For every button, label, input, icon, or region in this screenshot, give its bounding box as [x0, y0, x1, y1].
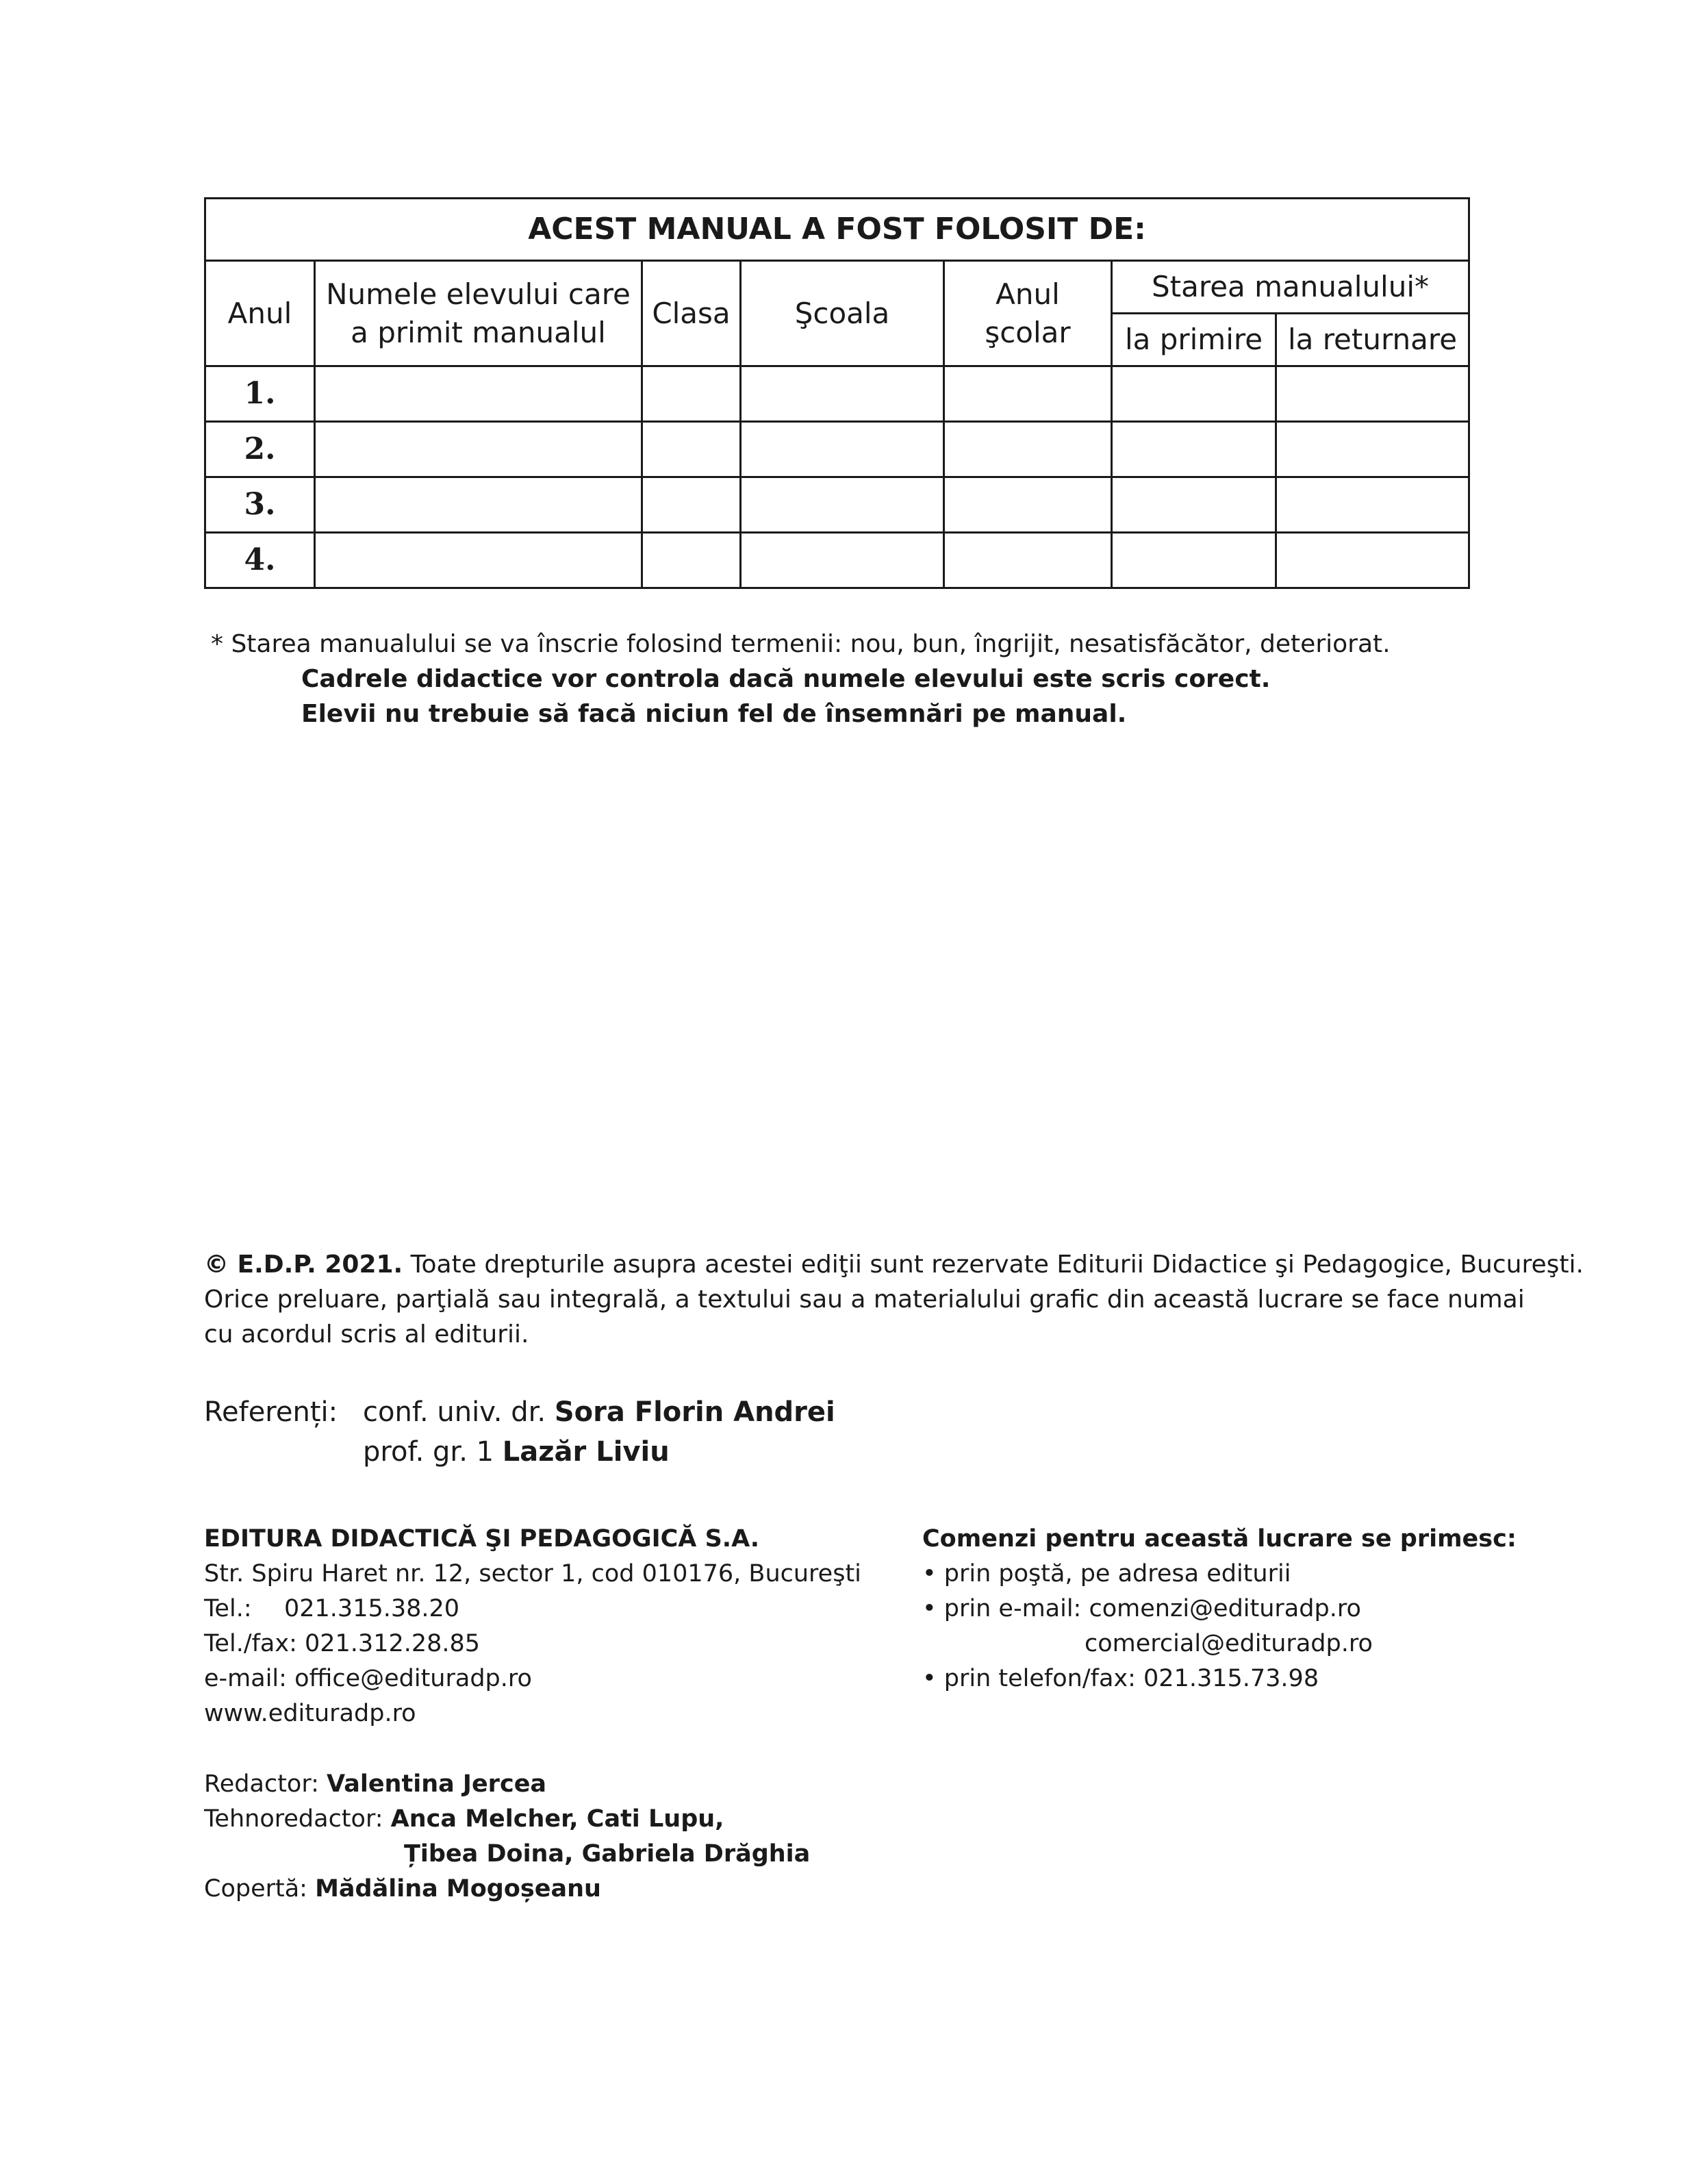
row-number: 2.: [205, 422, 315, 477]
publisher-telfax: Tel./fax: 021.312.28.85: [204, 1630, 481, 1657]
table-cell: [1276, 422, 1469, 477]
table-cell: [642, 422, 741, 477]
table-cell: [1276, 477, 1469, 533]
usage-table: [204, 197, 1470, 589]
header-la-primire: la primire: [1112, 314, 1276, 366]
table-cell: [1276, 533, 1469, 588]
credit-tehnoredactor-2: Țibea Doina, Gabriela Drăghia: [404, 1840, 811, 1868]
table-cell: [315, 422, 642, 477]
copyright-line1: © E.D.P. 2021. Toate drepturile asupra acestei ediţii sunt rezervate Editurii Didactice şi Pedagogice, Bucureşti.: [204, 1251, 1584, 1279]
table-cell: [642, 533, 741, 588]
table-cell: [315, 477, 642, 533]
table-cell: [741, 477, 944, 533]
row-number: 1.: [205, 366, 315, 422]
table-row: [205, 366, 1469, 422]
table-cell: [1112, 533, 1276, 588]
credit-coperta: Copertă: Mădălina Mogoșeanu: [204, 1875, 601, 1903]
credit-tehnoredactor: Tehnoredactor: Anca Melcher, Cati Lupu,: [204, 1805, 724, 1833]
table-cell: [944, 422, 1112, 477]
credit-redactor: Redactor: Valentina Jercea: [204, 1770, 547, 1798]
copyright-line2: Orice preluare, parţială sau integrală, a textului sau a materialului grafic din această lucrare se face numai: [204, 1285, 1525, 1314]
orders-item-email-2: comercial@edituradp.ro: [1085, 1630, 1373, 1657]
table-cell: [315, 533, 642, 588]
table-cell: [1112, 366, 1276, 422]
header-anul-scolar: Anul şcolar: [944, 261, 1112, 366]
table-cell: [642, 477, 741, 533]
table-cell: [741, 366, 944, 422]
note-elevii: Elevii nu trebuie să facă niciun fel de însemnări pe manual.: [301, 700, 1127, 728]
header-clasa: Clasa: [642, 261, 741, 366]
row-number: 3.: [205, 477, 315, 533]
table-cell: [1112, 422, 1276, 477]
referent-1: conf. univ. dr. Sora Florin Andrei: [363, 1396, 835, 1428]
row-number: 4.: [205, 533, 315, 588]
table-cell: [944, 477, 1112, 533]
header-numele: Numele elevului care a primit manualul: [315, 261, 642, 366]
copyright-mark: © E.D.P. 2021.: [204, 1251, 403, 1279]
table-cell: [315, 366, 642, 422]
table-cell: [1276, 366, 1469, 422]
publisher-tel: 021.315.38.20: [284, 1595, 460, 1622]
table-row: [205, 533, 1469, 588]
publisher-tel-label: Tel.:: [204, 1595, 252, 1622]
orders-item-email: • prin e-mail: comenzi@edituradp.ro: [922, 1595, 1361, 1622]
publisher-name: EDITURA DIDACTICĂ ŞI PEDAGOGICĂ S.A.: [204, 1525, 760, 1553]
publisher-email: e-mail: office@edituradp.ro: [204, 1665, 532, 1692]
header-anul: Anul: [205, 261, 315, 366]
publisher-address: Str. Spiru Haret nr. 12, sector 1, cod 010176, Bucureşti: [204, 1560, 861, 1587]
table-title: ACEST MANUAL A FOST FOLOSIT DE:: [205, 199, 1469, 261]
note-starea: * Starea manualului se va înscrie folosind termenii: nou, bun, îngrijit, nesatisfăcător, deteriorat.: [211, 630, 1391, 658]
orders-item-post: • prin poştă, pe adresa editurii: [922, 1560, 1291, 1587]
referenti-label: Referenți:: [204, 1396, 338, 1428]
header-scoala: Şcoala: [741, 261, 944, 366]
orders-item-phone: • prin telefon/fax: 021.315.73.98: [922, 1665, 1319, 1692]
table-cell: [741, 422, 944, 477]
note-cadrele: Cadrele didactice vor controla dacă numele elevului este scris corect.: [301, 665, 1271, 693]
table-cell: [944, 366, 1112, 422]
table-cell: [1112, 477, 1276, 533]
referent-2: prof. gr. 1 Lazăr Liviu: [363, 1436, 670, 1468]
table-cell: [642, 366, 741, 422]
header-starea: Starea manualului*: [1112, 261, 1469, 314]
table-row: [205, 477, 1469, 533]
table-cell: [944, 533, 1112, 588]
orders-title: Comenzi pentru această lucrare se primesc:: [922, 1525, 1517, 1553]
copyright-line3: cu acordul scris al editurii.: [204, 1320, 529, 1348]
table-cell: [741, 533, 944, 588]
table-row: [205, 422, 1469, 477]
header-la-returnare: la returnare: [1276, 314, 1469, 366]
publisher-web: www.edituradp.ro: [204, 1700, 416, 1727]
